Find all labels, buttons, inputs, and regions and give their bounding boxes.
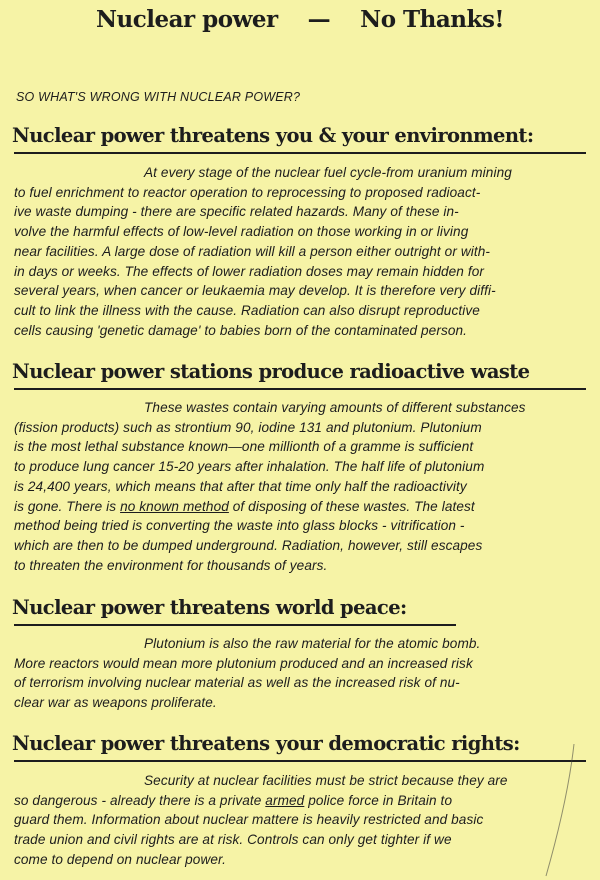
text-line: is 24,400 years, which means that after that time only half the radioactivity	[14, 478, 467, 494]
heading-underline	[14, 152, 586, 154]
text-line: is the most lethal substance known—one millionth of a gramme is sufficient	[14, 439, 474, 455]
subtitle: SO WHAT'S WRONG WITH NUCLEAR POWER?	[16, 90, 301, 104]
text-line: guard them. Information about nuclear mattere is heavily restricted and basic	[14, 812, 484, 828]
text-line: These wastes contain varying amounts of different substances	[144, 400, 526, 415]
text-line: method being tried is converting the waste into glass blocks - vitrification -	[14, 518, 465, 534]
text-line: ive waste dumping - there are specific related hazards. Many of these in-	[14, 204, 459, 220]
paragraph-peace	[14, 634, 586, 713]
text-line: so dangerous - already there is a private armed police force in Britain to	[14, 792, 453, 808]
text-line: clear war as weapons proliferate.	[14, 695, 217, 711]
text-line: Plutonium is also the raw material for the atomic bomb.	[144, 636, 481, 651]
text-line: in days or weeks. The effects of lower radiation doses may remain hidden for	[14, 263, 485, 279]
section-heading-rights: Nuclear power threatens your democratic rights:	[12, 732, 520, 755]
section-heading-environment: Nuclear power threatens you & your environment:	[12, 124, 534, 147]
text-line: cult to link the illness with the cause. Radiation can also disrupt reproductive	[14, 302, 480, 318]
text-line: near facilities. A large dose of radiation will kill a person either outright or with-	[14, 243, 491, 259]
heading-underline	[14, 388, 586, 390]
text-line: is gone. There is no known method of disposing of these wastes. The latest	[14, 498, 475, 514]
text-line: (fission products) such as strontium 90, iodine 131 and plutonium. Plutonium	[14, 419, 482, 435]
leaflet-title: Nuclear power — No Thanks!	[96, 6, 504, 33]
paragraph-waste	[14, 398, 586, 575]
text-line: which are then to be dumped underground. Radiation, however, still escapes	[14, 537, 483, 553]
heading-underline	[14, 760, 586, 762]
heading-underline	[14, 624, 456, 626]
text-line: Security at nuclear facilities must be strict because they are	[144, 773, 508, 788]
text-line: come to depend on nuclear power.	[14, 851, 227, 867]
text-line: several years, when cancer or leukaemia may develop. It is therefore very diffi-	[14, 283, 496, 299]
section-heading-waste: Nuclear power stations produce radioactive waste	[12, 360, 530, 383]
text-line: of terrorism involving nuclear material as well as the increased risk of nu-	[14, 675, 460, 691]
text-line: More reactors would mean more plutonium produced and an increased risk	[14, 655, 473, 671]
emphasis-armed: armed	[265, 792, 305, 808]
section-heading-peace: Nuclear power threatens world peace:	[12, 596, 407, 619]
paragraph-environment	[14, 163, 586, 340]
text-line: cells causing 'genetic damage' to babies born of the contaminated person.	[14, 322, 468, 338]
text-line: trade union and civil rights are at risk. Controls can only get tighter if we	[14, 832, 452, 848]
text-line: to produce lung cancer 15-20 years after inhalation. The half life of plutonium	[14, 459, 485, 475]
text-line: to threaten the environment for thousands of years.	[14, 557, 328, 573]
text-line: At every stage of the nuclear fuel cycle-from uranium mining	[144, 165, 512, 180]
text-line: to fuel enrichment to reactor operation to reprocessing to proposed radioact-	[14, 184, 481, 200]
pen-mark	[540, 740, 580, 880]
text-line: volve the harmful effects of low-level radiation on those working in or living	[14, 224, 469, 240]
emphasis-no-known-method: no known method	[120, 498, 229, 514]
paragraph-rights	[14, 771, 586, 870]
